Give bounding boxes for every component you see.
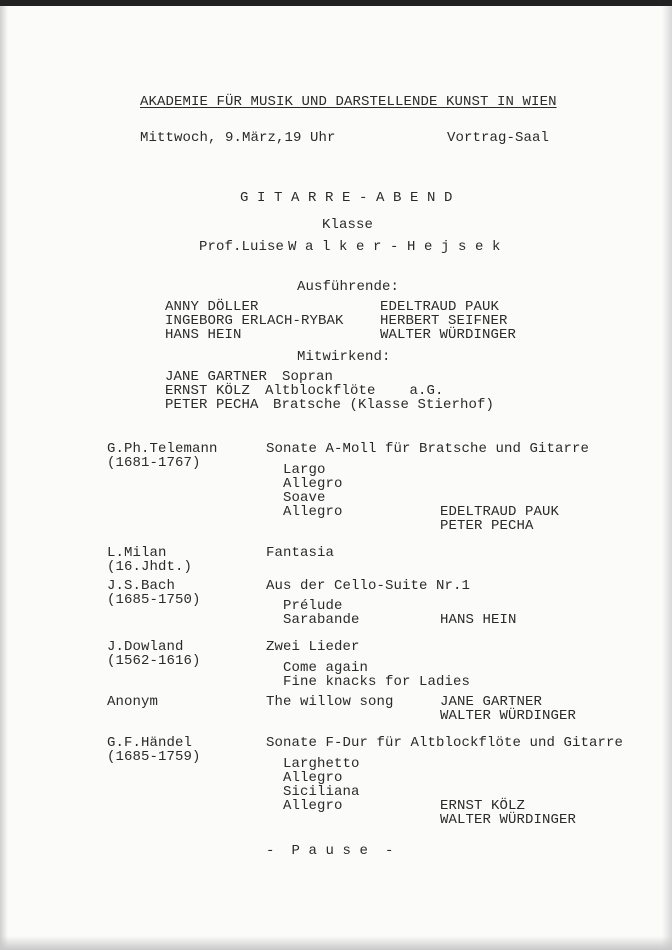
movement: Come again: [283, 660, 369, 676]
scan-shadow-left: [0, 6, 8, 950]
class-label: Klasse: [322, 217, 374, 233]
work-performer: ERNST KÖLZ: [440, 798, 526, 814]
scan-shadow-right: [662, 6, 672, 950]
teacher-prefix: Prof.Luise: [199, 239, 285, 255]
work-performer: PETER PECHA: [440, 518, 534, 534]
intermission-note: - P a u s e -: [266, 843, 394, 859]
guest-role: Altblockflöte a.G.: [265, 383, 444, 399]
composer-name: J.Dowland: [107, 639, 184, 655]
work-title: Zwei Lieder: [266, 639, 360, 655]
performer-name: WALTER WÜRDINGER: [380, 327, 517, 343]
guest-name: ERNST KÖLZ: [165, 383, 251, 399]
movement: Larghetto: [283, 756, 360, 772]
movement: Allegro: [283, 798, 343, 814]
work-performer: WALTER WÜRDINGER: [440, 812, 577, 828]
composer-name: J.S.Bach: [107, 578, 176, 594]
teacher-name: W a l k e r - H e j s e k: [288, 239, 501, 255]
performer-name: HERBERT SEIFNER: [380, 313, 508, 329]
guest-role: Sopran: [282, 369, 334, 385]
work-title: Sonate F-Dur für Altblockflöte und Gitarre: [266, 735, 624, 751]
guest-name: JANE GARTNER: [165, 369, 268, 385]
composer-name: G.F.Händel: [107, 735, 193, 751]
work-title: Aus der Cello-Suite Nr.1: [266, 578, 471, 594]
event-venue: Vortrag-Saal: [447, 130, 550, 146]
guest-role: Bratsche (Klasse Stierhof): [273, 397, 495, 413]
composer-dates: (16.Jhdt.): [107, 559, 193, 575]
performer-name: HANS HEIN: [165, 327, 242, 343]
work-title: Fantasia: [266, 545, 335, 561]
work-title: Sonate A-Moll für Bratsche und Gitarre: [266, 441, 590, 457]
guest-name: PETER PECHA: [165, 397, 259, 413]
movement: Allegro: [283, 476, 343, 492]
work-performer: JANE GARTNER: [440, 694, 543, 710]
movement: Allegro: [283, 504, 343, 520]
movement: Fine knacks for Ladies: [283, 674, 471, 690]
work-performer: EDELTRAUD PAUK: [440, 504, 560, 520]
composer-name: L.Milan: [107, 545, 167, 561]
work-performer: WALTER WÜRDINGER: [440, 708, 577, 724]
performers-heading: Ausführende:: [297, 279, 400, 295]
composer-dates: (1562-1616): [107, 653, 201, 669]
institution-heading: AKADEMIE FÜR MUSIK UND DARSTELLENDE KUNST IN WIEN: [140, 94, 557, 110]
scan-shadow-bottom: [0, 936, 672, 950]
work-performer: HANS HEIN: [440, 612, 517, 628]
composer-dates: (1685-1750): [107, 592, 201, 608]
performer-name: EDELTRAUD PAUK: [380, 299, 500, 315]
movement: Prélude: [283, 598, 343, 614]
composer-name: Anonym: [107, 694, 159, 710]
movement: Largo: [283, 462, 326, 478]
guests-heading: Mitwirkend:: [297, 349, 391, 365]
composer-dates: (1681-1767): [107, 455, 201, 471]
movement: Sarabande: [283, 612, 360, 628]
work-title: The willow song: [266, 694, 394, 710]
performer-name: INGEBORG ERLACH-RYBAK: [165, 313, 344, 329]
event-title: G I T A R R E - A B E N D: [240, 190, 453, 206]
composer-name: G.Ph.Telemann: [107, 441, 218, 457]
composer-dates: (1685-1759): [107, 749, 201, 765]
movement: Soave: [283, 490, 326, 506]
movement: Siciliana: [283, 784, 360, 800]
event-date-time: Mittwoch, 9.März,19 Uhr: [140, 130, 336, 146]
movement: Allegro: [283, 770, 343, 786]
performer-name: ANNY DÖLLER: [165, 299, 259, 315]
